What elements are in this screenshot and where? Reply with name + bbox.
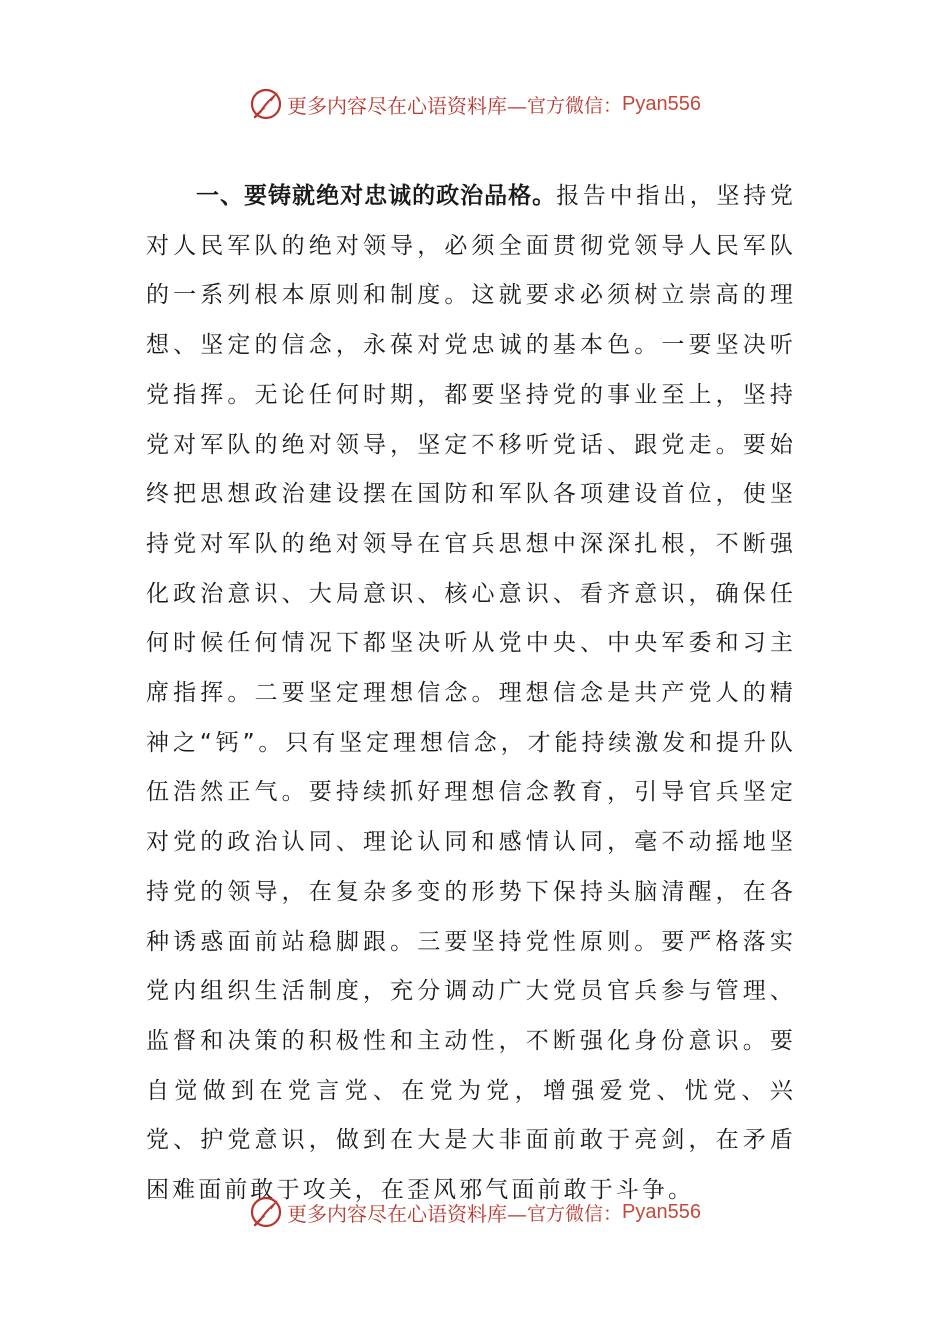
quill-pen-logo-icon bbox=[249, 87, 283, 121]
banner-wechat-id: Pyan556 bbox=[622, 92, 701, 115]
banner-text: 更多内容尽在心语资料库— bbox=[287, 1201, 527, 1226]
article-paragraph bbox=[146, 172, 796, 1216]
section-body: 报告中指出，坚持党对人民军队的绝对领导，必须全面贯彻党领导人民军队的一系列根本原则和制度。这就要求必须树立崇高的理想、坚定的信念，永葆对党忠诚的基本色。一要坚决听党指挥。无论任何时期，都要坚持党的事业至上，坚持党对军队的绝对领导，坚定不移听党话、跟党走。要始终把思想政治建设摆在国防和军队各项建设首位，使坚持党对军队的绝对领导在官兵思想中深深扎根，不断强化政治意识、大局意识、核心意识、看齐意识，确保任何时候任何情况下都坚决听从党中央、中央军委和习主席指挥。二要坚定理想信念。理想信念是共产党人的精神之“钙”。只有坚定理想信念，才能持续激发和提升队伍浩然正气。要持续抓好理想信念教育，引导官兵坚定对党的政治认同、理论认同和感情认同，毫不动摇地坚持党的领导，在复杂多变的形势下保持头脑清醒，在各种诱惑面前站稳脚跟。三要坚持党性原则。要严格落实党内组织生活制度，充分调动广大党员官兵参与管理、监督和决策的积极性和主动性，不断强化身份意识。要自觉做到在党言党、在党为党，增强爱党、忧党、兴党、护党意识，做到在大是大非面前敢于亮剑，在矛盾困难面前敢于攻关，在歪风邪气面前敢于斗争。 bbox=[146, 183, 797, 1204]
footer-watermark-banner bbox=[0, 1192, 950, 1232]
banner-wechat-label: 官方微信： bbox=[527, 1202, 623, 1225]
banner-wechat-label: 官方微信： bbox=[527, 94, 623, 117]
header-watermark-banner bbox=[0, 84, 950, 124]
banner-text: 更多内容尽在心语资料库— bbox=[287, 93, 527, 118]
quill-pen-logo-icon bbox=[249, 1195, 283, 1229]
banner-wechat-id: Pyan556 bbox=[622, 1200, 701, 1223]
section-heading: 一、要铸就绝对忠诚的政治品格。 bbox=[196, 183, 557, 209]
